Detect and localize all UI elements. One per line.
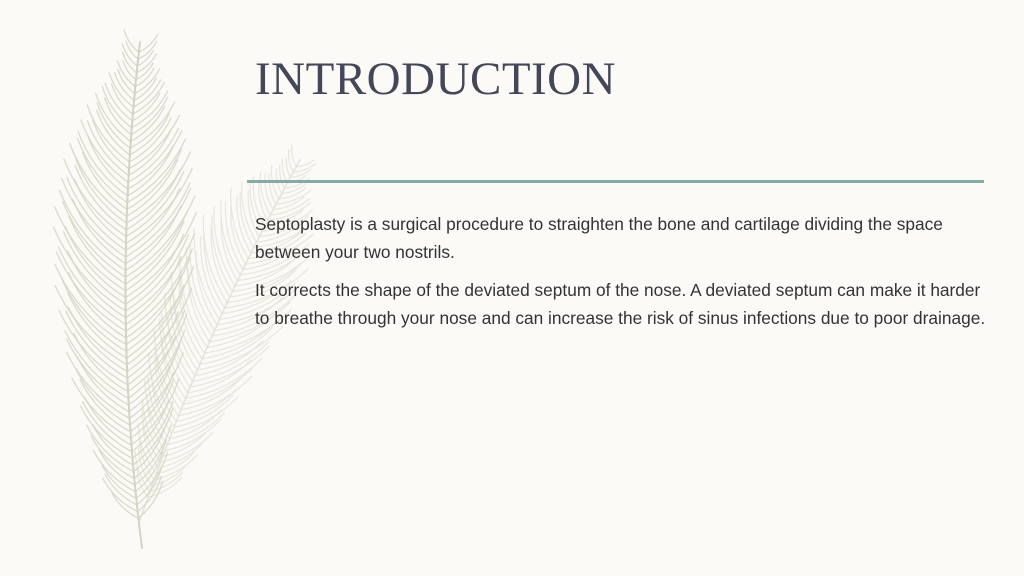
slide-title: INTRODUCTION <box>255 53 617 105</box>
paragraph-1: Septoplasty is a surgical procedure to straighten the bone and cartilage dividing the space between your two nostrils. <box>255 214 943 262</box>
slide-body <box>255 210 990 342</box>
title-divider <box>247 180 984 183</box>
paragraph-2: It corrects the shape of the deviated septum of the nose. A deviated septum can make it harder to breathe through your nose and can increase the risk of sinus infections due to poor drainage. <box>255 280 986 328</box>
feather-front-icon <box>54 30 197 548</box>
